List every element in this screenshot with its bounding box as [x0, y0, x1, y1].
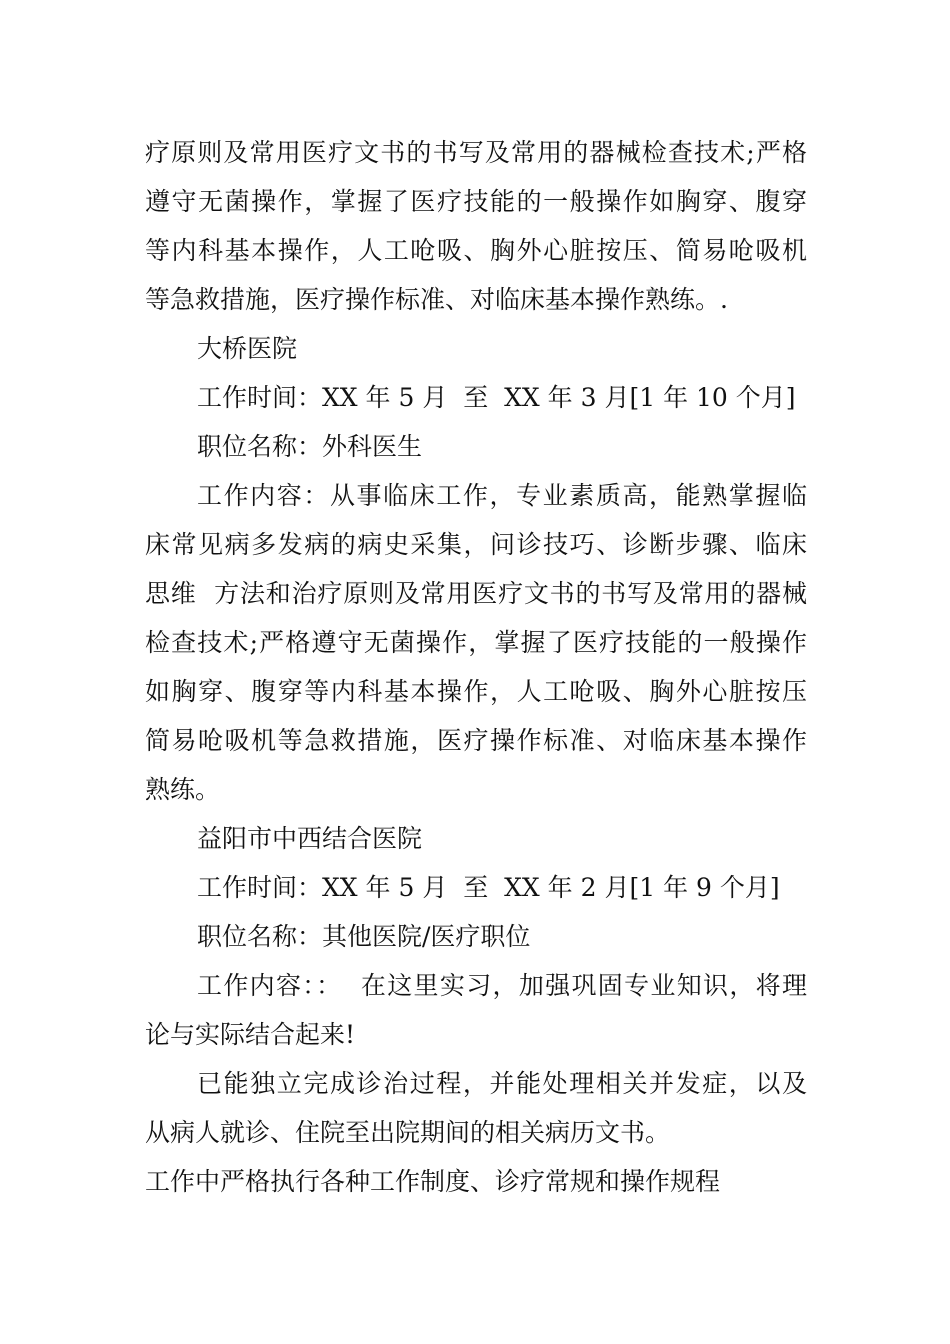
body-line: 疗原则及常用医疗文书的书写及常用的器械检查技术;严格	[145, 138, 807, 167]
body-line: 论与实际结合起来!	[145, 1020, 356, 1049]
job-title: 职位名称：其他医院/医疗职位	[197, 922, 531, 951]
body-line: 工作内容：： 在这里实习，加强巩固专业知识，将理	[197, 971, 807, 1000]
body-line: 从病人就诊、住院至出院期间的相关病历文书。	[145, 1118, 671, 1147]
body-line: 熟练。	[145, 775, 221, 804]
hospital-heading: 大桥医院	[197, 334, 298, 363]
body-line: 已能独立完成诊治过程，并能处理相关并发症，以及	[197, 1069, 807, 1098]
document-body	[145, 128, 807, 1206]
body-line: 如胸穿、腹穿等内科基本操作，人工呛吸、胸外心脏按压	[145, 677, 807, 706]
body-line: 遵守无菌操作，掌握了医疗技能的一般操作如胸穿、腹穿	[145, 187, 807, 216]
body-line: 思维 方法和治疗原则及常用医疗文书的书写及常用的器械	[145, 579, 807, 608]
work-period: 工作时间：XX 年 5 月 至 XX 年 2 月[1 年 9 个月]	[197, 873, 780, 902]
body-line: 工作内容：从事临床工作，专业素质高，能熟掌握临	[197, 481, 807, 510]
body-line: 等急救措施，医疗操作标准、对临床基本操作熟练。.	[145, 285, 728, 314]
body-line: 检查技术;严格遵守无菌操作，掌握了医疗技能的一般操作	[145, 628, 807, 657]
body-line: 等内科基本操作，人工呛吸、胸外心脏按压、简易呛吸机	[145, 236, 807, 265]
work-period: 工作时间：XX 年 5 月 至 XX 年 3 月[1 年 10 个月]	[197, 383, 796, 412]
body-line: 工作中严格执行各种工作制度、诊疗常规和操作规程	[145, 1167, 721, 1196]
hospital-heading: 益阳市中西结合医院	[197, 824, 423, 853]
job-title: 职位名称：外科医生	[197, 432, 423, 461]
body-line: 简易呛吸机等急救措施，医疗操作标准、对临床基本操作	[145, 726, 807, 755]
body-line: 床常见病多发病的病史采集，问诊技巧、诊断步骤、临床	[145, 530, 807, 559]
